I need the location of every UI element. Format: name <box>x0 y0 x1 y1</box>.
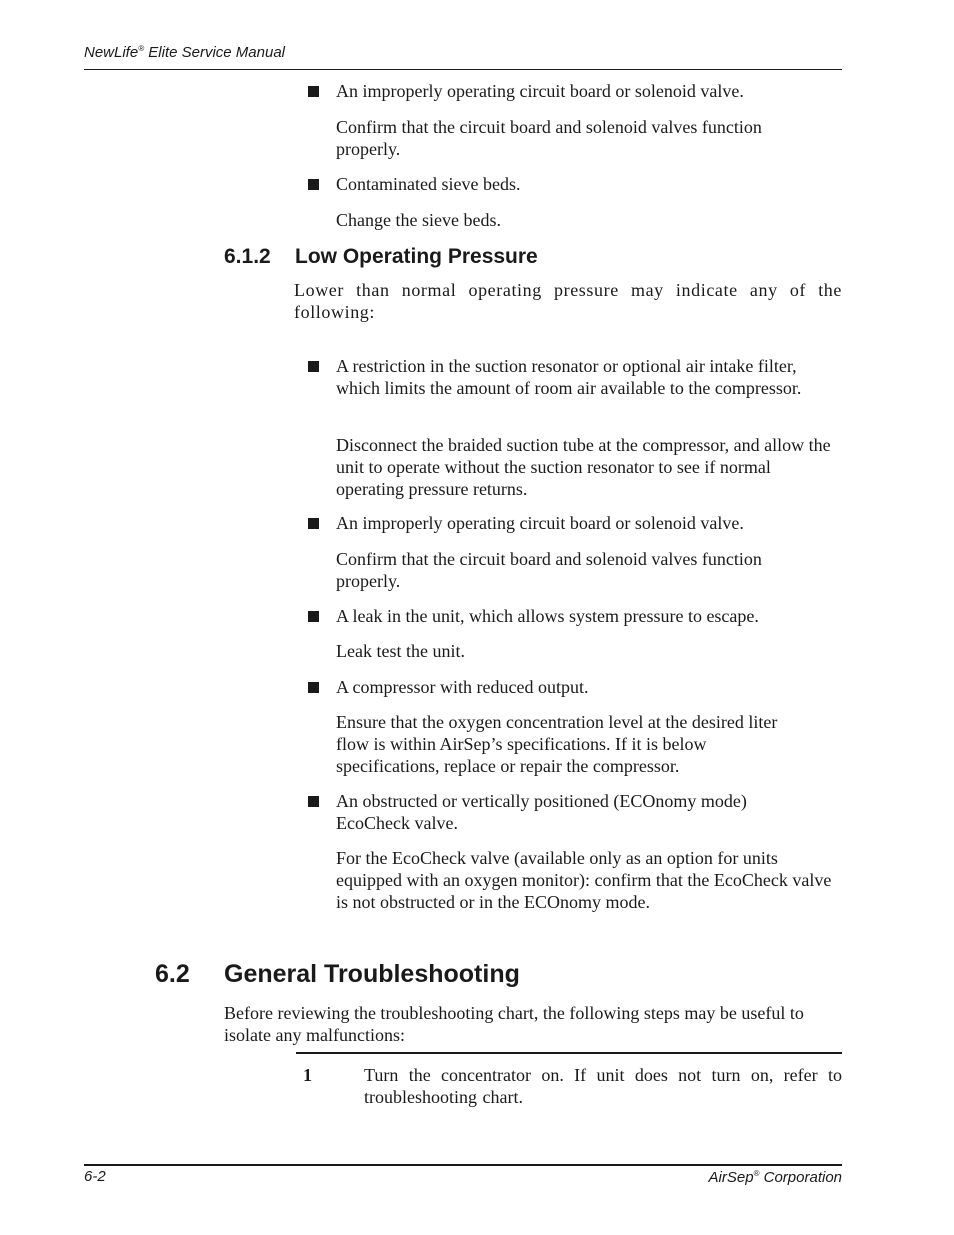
section-number: 6.1.2 <box>224 245 271 268</box>
remedy-text: Ensure that the oxygen concentration level at the desired liter flow is within AirSep’s specifications. If it is below specifications, replace or repair the compressor. <box>336 712 778 776</box>
cause-text: An obstructed or vertically positioned (ECOnomy mode) EcoCheck valve. <box>336 791 747 833</box>
remedy-text: Change the sieve beds. <box>336 210 501 230</box>
bullet-square-icon <box>308 611 319 622</box>
registered-mark: ® <box>753 1169 760 1178</box>
cause-text: Contaminated sieve beds. <box>336 174 521 194</box>
cause-text: An improperly operating circuit board or solenoid valve. <box>336 513 744 533</box>
section-number: 6.2 <box>155 960 190 988</box>
cause-text: A restriction in the suction resonator or optional air intake filter, which limits the amount of room air available to the compressor. <box>336 356 802 398</box>
footer-company: AirSep <box>708 1169 754 1186</box>
remedy-text: For the EcoCheck valve (available only as an option for units equipped with an oxygen monitor): confirm that the EcoCheck valve is not obstructed or in the ECOnomy mode. <box>336 848 832 912</box>
cause-text: A compressor with reduced output. <box>336 677 589 697</box>
bullet-square-icon <box>308 179 319 190</box>
section-intro: Lower than normal operating pressure may indicate any of the following: <box>294 280 842 322</box>
steps-table-rule <box>296 1052 842 1054</box>
header-brand: NewLife <box>84 44 139 61</box>
section-title: Low Operating Pressure <box>295 245 538 268</box>
header-title: Elite Service Manual <box>144 44 286 61</box>
running-footer <box>709 1169 842 1186</box>
section-title: General Troubleshooting <box>224 960 520 988</box>
bullet-square-icon <box>308 796 319 807</box>
bullet-square-icon <box>308 86 319 97</box>
cause-text: A leak in the unit, which allows system pressure to escape. <box>336 606 759 626</box>
footer-rule <box>84 1164 842 1166</box>
cause-text: An improperly operating circuit board or solenoid valve. <box>336 81 744 101</box>
header-rule <box>84 69 842 70</box>
registered-mark: ® <box>138 44 145 53</box>
bullet-square-icon <box>308 682 319 693</box>
remedy-text: Confirm that the circuit board and solenoid valves function properly. <box>336 117 762 159</box>
bullet-square-icon <box>308 518 319 529</box>
remedy-text: Disconnect the braided suction tube at the compressor, and allow the unit to operate without the suction resonator to see if normal operating pressure returns. <box>336 435 831 499</box>
page-number: 6-2 <box>84 1168 106 1185</box>
remedy-text: Leak test the unit. <box>336 641 465 661</box>
running-header <box>84 44 285 61</box>
step-number: 1 <box>303 1065 312 1085</box>
section-intro: Before reviewing the troubleshooting chart, the following steps may be useful to isolate any malfunctions: <box>224 1003 804 1045</box>
footer-company-rest: Corporation <box>759 1169 842 1186</box>
remedy-text: Confirm that the circuit board and solenoid valves function properly. <box>336 549 762 591</box>
step-text: Turn the concentrator on. If unit does not turn on, refer to troubleshooting chart. <box>364 1065 842 1107</box>
bullet-square-icon <box>308 361 319 372</box>
